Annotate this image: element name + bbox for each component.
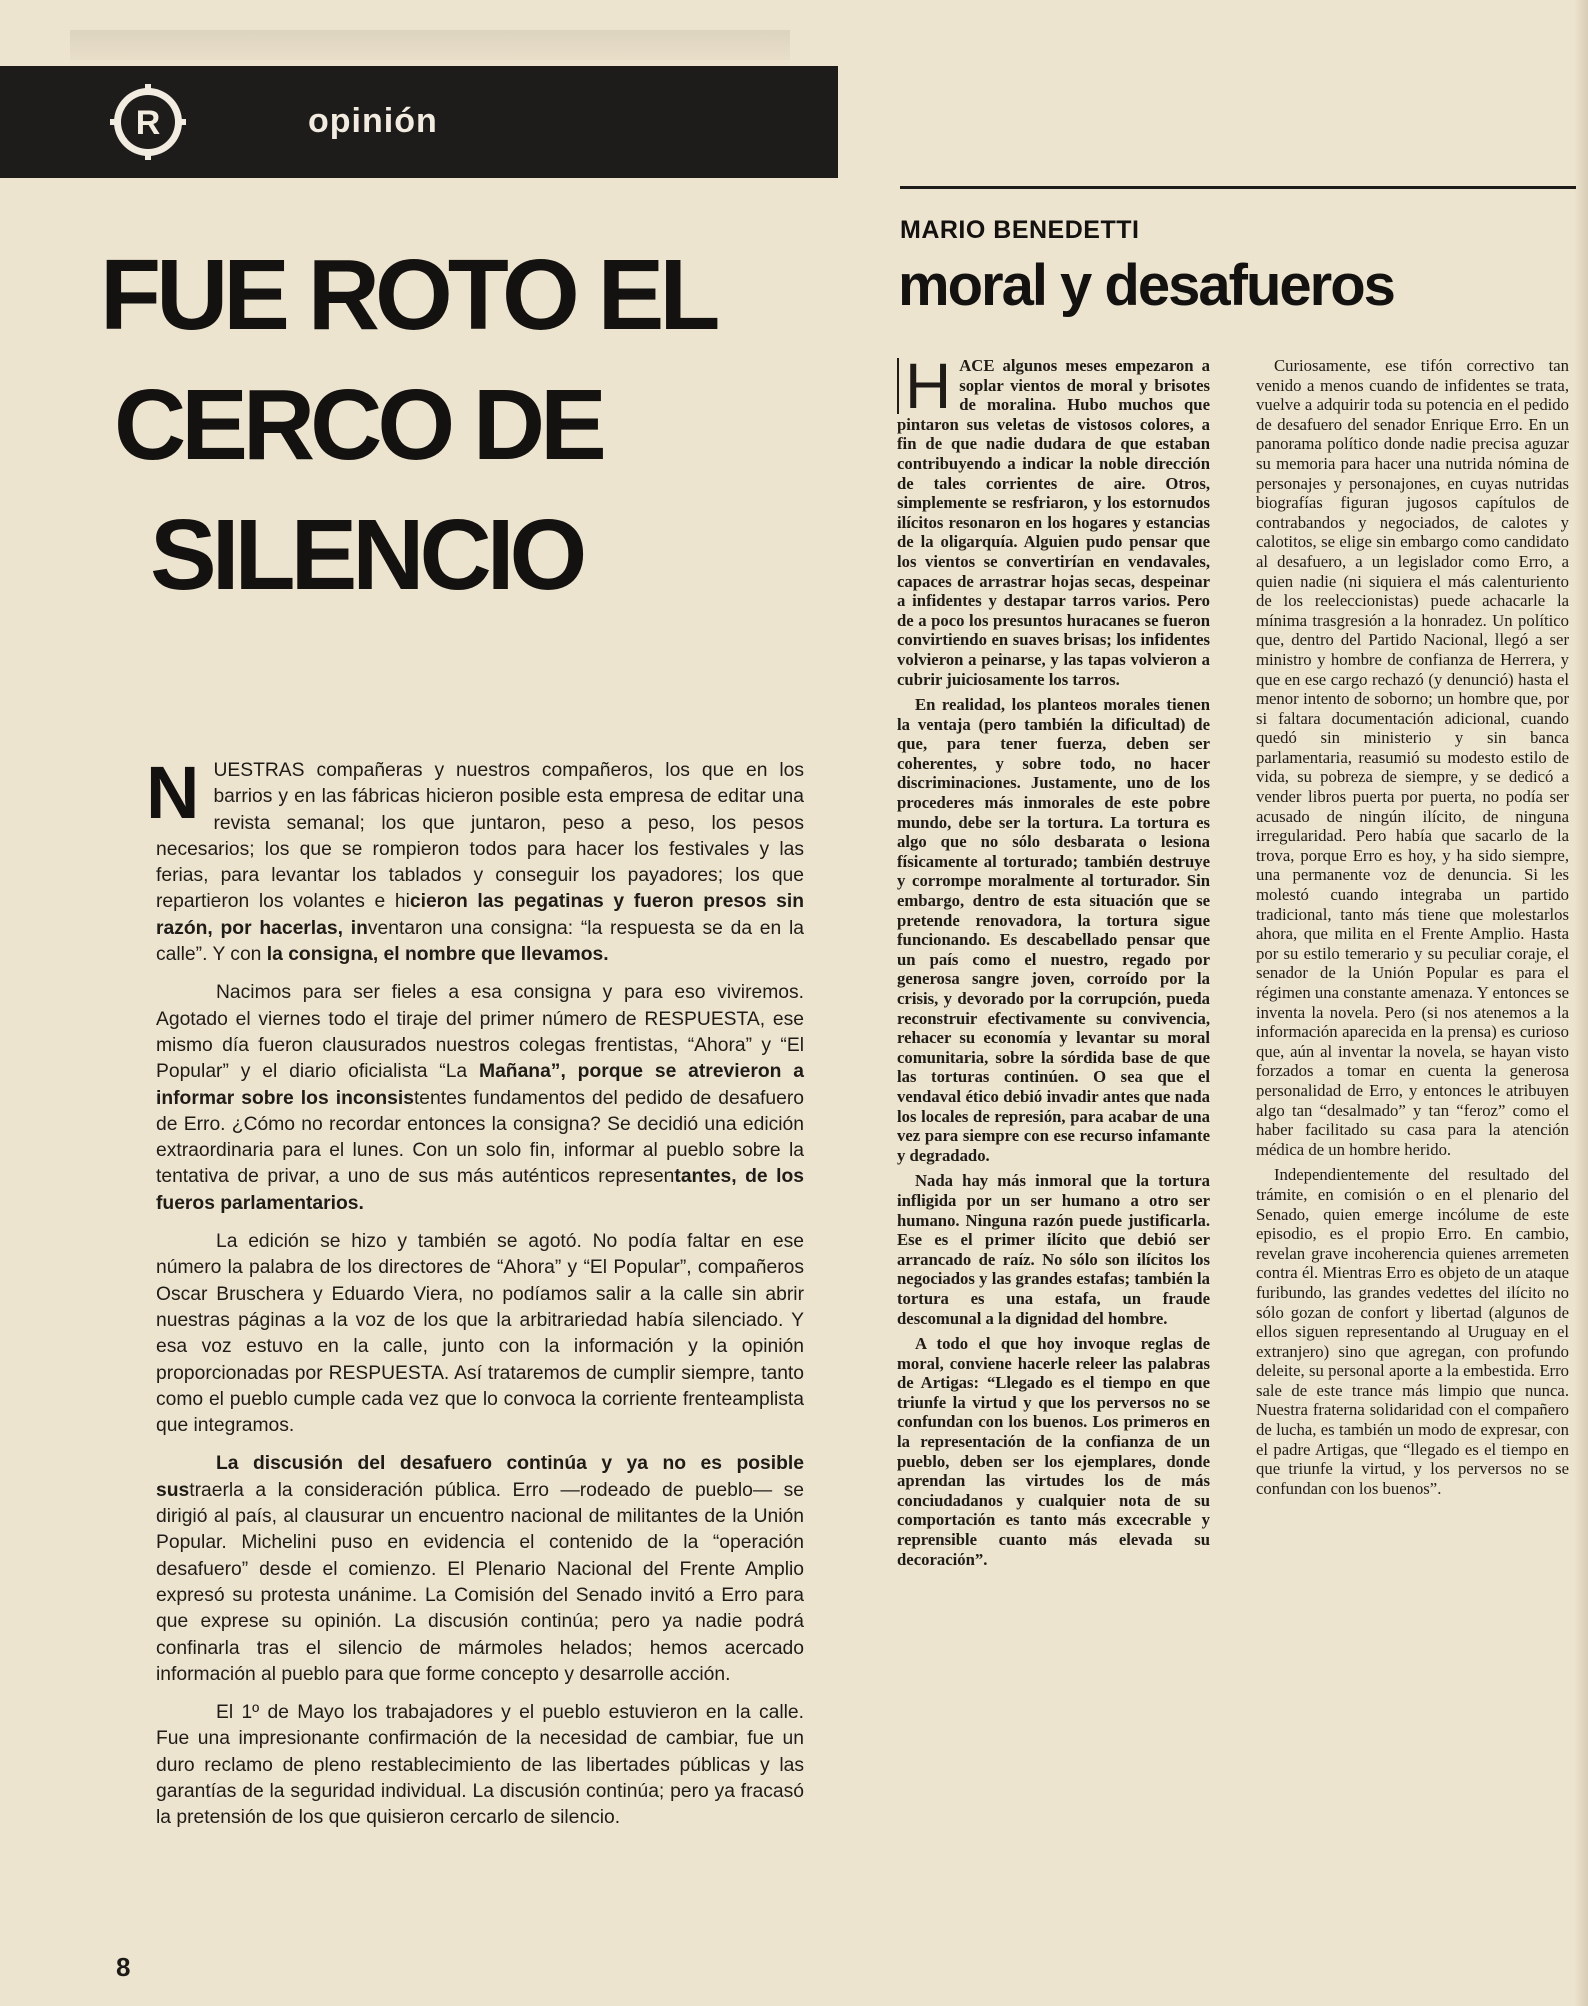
col2-paragraph-2: Independientemente del resultado del trámite, en comisión o en el plenario del Senado, quien emerge incólume de este episodio, es el propio Erro. En cambio, revelan grave incoherencia quienes arremeten contra él. Mientras Erro es objeto de un ataque furibundo, las grandes vedettes del ilícito no sólo gozan de confort y libertad (algunos de ellos siguen representando al Uruguay en el extranjero) sino que agregan, con profundo deleite, su personal aporte a la embestida. Erro sale de este trance más limpio que nunca. Nuestra fraterna solidaridad con el compañero de lucha, es también un modo de expresar, con el padre Artigas, que “llegado es el tiempo en que triunfe la virtud, y los perversos no se confundan con los buenos”. [1256,1165,1569,1498]
page-number: 8 [116,1952,131,1982]
scan-edge-shadow [1574,0,1588,2006]
r-badge-icon [110,84,186,160]
left-p2-bold-d: tantes, de los fueros parlamentarios. [156,1166,804,1214]
left-p2-text-a: Nacimos para ser fieles a esa consigna y para eso viviremos. Agotado el viernes todo el tiraje del primer número de RESPUESTA, ese mismo día fueron clausurados nuestros colegas frentistas, “Ahora” y “El Popular” y el diario oficialista “La [156,982,804,1083]
left-p2-bold-b: Mañana”, porque se atrevieron a informar sobre los inconsis [156,1061,804,1109]
left-p4-bold-a: La discusión del desafuero continúa y ya no es posible sus [156,1453,804,1501]
left-paragraph-5: El 1º de Mayo los trabajadores y el pueblo estuvieron en la calle. Fue una impresionante confirmación de la necesidad de cambiar, fue un duro reclamo de pleno restablecimiento de las libertades públicas y las garantías de la seguridad individual. La discusión continúa; pero ya fracasó la pretensión de los que quisieron cercarlo de silencio. [156,1702,804,1829]
left-article [146,751,805,1844]
left-paragraph-3: La edición se hizo y también se agotó. No podía faltar en ese número la palabra de los directores de “Ahora” y “El Popular”, compañeros Oscar Bruschera y Eduardo Viera, no podíamos salir a la calle sin abrir nuestras páginas a la voz de los que la arbitrariedad había silenciado. Y esa voz estuvo en la calle, junto con la información y la opinión proporcionadas por RESPUESTA. Así trataremos de cumplir siempre, tanto como el pueblo cumple cada vez que lo convoca la corriente frenteamplista que integramos. [156,1231,804,1437]
section-label: opinión [308,102,438,140]
right-column-2 [1256,356,1569,1504]
right-column-1 [897,350,1210,1575]
left-headline [100,230,740,620]
header-rule [900,186,1576,189]
drop-cap-h: H [897,358,951,414]
drop-cap-n: N [146,751,200,834]
author-byline: MARIO BENEDETTI [900,216,1140,244]
col1-p1-text: ACE algunos meses empezaron a soplar vientos de moral y brisotes de moralina. Hubo muchos que pintaron sus veletas de vistosos colores, a fin de que nadie dudara de que estaban contribuyendo a indicar la noble dirección de tales corrientes de aire. Otros, simplemente se resfriaron, y los estornudos ilícitos resonaron en los hogares y estancias de la oligarquía. Alguien pudo pensar que los vientos se convertirían en vendavales, capaces de arrastrar hojas secas, despeinar a infidentes y destapar tarros varios. Pero de a poco los presuntos huracanes se fueron convirtiendo en suaves brisas; los infidentes volvieron a peinarse, y las tapas volvieron a cubrir juiciosamente los tarros. [897,356,1210,689]
left-p1-bold-b: cieron las pegatinas y fueron presos sin razón, por hacerlas, in [156,891,804,939]
left-p1-bold-d: la consigna, el nombre que llevamos. [266,944,609,966]
left-p1-text-c: ventaron una consigna: “la respuesta se da en la calle”. Y con [156,917,805,966]
col1-paragraph-1 [897,350,1210,689]
headline-line-3: SILENCIO [150,499,583,611]
col1-paragraph-3: Nada hay más inmoral que la tortura infligida por un ser humano a otro ser humano. Ninguna razón puede justificarla. Ese es el primer ilícito que debió ser arrancado de raíz. No sólo son ilícitos los negociados y las grandes estafas; también la tortura es una estafa, un fraude descomunal a la dignidad del hombre. [897,1171,1210,1328]
left-paragraph-1 [146,751,805,968]
col1-paragraph-2: En realidad, los planteos morales tienen la ventaja (pero también la dificultad) de que, para tener fuerza, deben ser coherentes, y sobre todo, no hacer discriminaciones. Justamente, uno de los procederes más inmorales de este pobre mundo, debe ser la tortura. La tortura es algo que no sólo desbarata o lesiona físicamente al torturado; también destruye y corrompe moralmente al torturador. Sin embargo, dentro de esta situación que se pretende renovadora, la tortura sigue funcionando. Es descabellado pensar que un país como el nuestro, regado por generosa sangre joven, corroído por la crisis, y devorado por la corrupción, pueda reconstruir efectivamente su convivencia, rehacer su economía y levantar su moral comunitaria, sobre la sórdida base de que las torturas continúen. O sea que el vendaval ético debió invadir antes que nada los locales de represión, para acabar de una vez para siempre con ese recurso infamante y degradado. [897,695,1210,1165]
col2-paragraph-1: Curiosamente, ese tifón correctivo tan venido a menos cuando de infidentes se trata, vuelve a adquirir toda su potencia en el pedido de desafuero del senador Enrique Erro. En un panorama político donde nadie precisa aguzar su memoria para hacer una nutrida nómina de personajes y personajones, en cuyas nutridas biografías figuran jugosos capítulos de contrabandos y negociados, de calotes y calotitos, se elige sin embargo como candidato al desafuero, a un legislador como Erro, a quien nadie (ni siquiera el más calenturiento de los reeleccionistas) puede achacarle la mínima trasgresión a la honradez. Un político que, dentro del Partido Nacional, llegó a ser ministro y hombre de confianza de Herrera, y que en ese cargo rechazó (y denunció) hasta el menor intento de soborno; un hombre que, por si faltara documentación adicional, cuando quedó sin ministerio y sin banca parlamentaria, reasumió su modesto estilo de vida, su pobreza de siempre, y se dedicó a vender libros puerta por puerta, no podía ser acusado de ningún ilícito, de ninguna irregularidad. Pero había que sacarlo de la trova, porque Erro es hoy, y ha sido siempre, una permanente voz de denuncia. Si les molestó cuando integraba un partido tradicional, tanto más tiene que molestarlos ahora, que milita en el Frente Amplio. Hasta por su estilo temerario y su peculiar coraje, el senador de la Unión Popular es para el régimen una constante amenaza. Y entonces se inventa la novela. Pero (si nos atenemos a la información aparecida en la prensa) es curioso que, aún al inventar la novela, se hayan visto forzados a tomar en cuenta la generosa personalidad de Erro, y entonces le atribuyen algo tan “desalmado” y tan “feroz” como el haber facilitado su casa para la atención médica de un hombre herido. [1256,356,1569,1159]
headline-line-2: CERCO DE [114,369,602,481]
left-paragraph-4 [156,1451,804,1688]
headline-line-1: FUE ROTO EL [100,239,716,351]
left-p4-text-b: traerla a la consideración pública. Erro —rodeado de pueblo— se dirigió al país, al clausurar un encuentro nacional de militantes de la Unión Popular. Michelini puso en evidencia el contenido de la “operación desafuero” desde el comienzo. El Plenario Nacional del Frente Amplio expresó su protesta unánime. La Comisión del Senado invitó a Erro para que exprese su opinión. La discusión continúa; pero ya nadie podrá confinarla tras el silencio de mármoles helados; hemos acercado información al pueblo para que forme concepto y desarrolle acción. [156,1479,804,1685]
logo-letter: R [135,104,161,142]
right-article-title: moral y desafueros [898,253,1394,318]
scan-smudge [70,30,790,60]
col1-paragraph-4: A todo el que hoy invoque reglas de moral, conviene hacerle releer las palabras de Artigas: “Llegado es el tiempo en que triunfe la virtud y que los perversos no se confundan con los buenos. Los primeros en la representación de la confianza de un pueblo, deben ser los ejemplares, donde aprendan las virtudes los de más conciudadanos y cualquier nota de su comportación es tanto más excecrable y reprensible cuanto más elevada su decoración”. [897,1334,1210,1569]
left-paragraph-2 [156,980,804,1217]
left-p2-text-c: tentes fundamentos del pedido de desafuero de Erro. ¿Cómo no recordar entonces la consigna? Se decidió una edición extraordinaria para el lunes. Con un solo fin, informar al pueblo sobre la tentativa de privar, a uno de sus más auténticos represen [156,1087,805,1188]
left-p1-text-a: UESTRAS compañeras y nuestros compañeros, los que en los barrios y en las fábricas hicieron posible esta empresa de editar una revista semanal; los que juntaron, peso a peso, los pesos necesarios; los que se rompieron todos para hacer los festivales y las ferias, para levantar los tablados y conseguir los payadores; los que repartieron los volantes e hi [156,760,804,913]
